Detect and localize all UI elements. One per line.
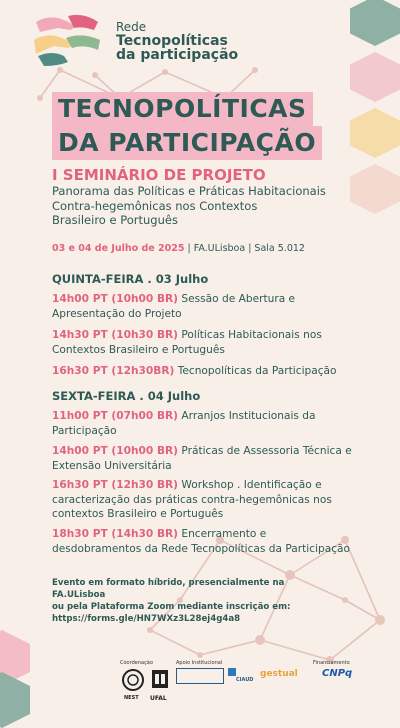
schedule-item <box>52 444 357 473</box>
main-title-line-1: TECNOPOLÍTICAS <box>52 92 313 126</box>
item-text: Encerramento e desdobramentos da Rede Tecnopolíticas da Participação <box>52 528 351 555</box>
brand-line-2: Tecnopolíticas <box>116 33 228 49</box>
item-time: 18h30 PT (14h30 BR) <box>52 528 179 540</box>
subtitle-line-3: Brasileiro e Português <box>52 213 178 227</box>
item-time: 14h30 PT (10h30 BR) <box>52 329 179 341</box>
hands-logo-icon <box>28 10 108 70</box>
item-time: 16h30 PT (12h30BR) <box>52 365 175 377</box>
day-2-heading: SEXTA-FEIRA . 04 Julho <box>52 389 201 403</box>
seminar-title: I SEMINÁRIO DE PROJETO <box>52 166 266 184</box>
item-time: 11h00 PT (07h00 BR) <box>52 410 179 422</box>
faculdade-logo <box>176 668 224 684</box>
label-coordenacao: Coordenação <box>120 660 153 666</box>
ufal-logo <box>150 668 170 694</box>
subtitle-line-2: Contra-hegemônicas nos Contextos <box>52 198 258 213</box>
schedule-item <box>52 292 357 321</box>
item-text: Práticas de Assessoria Técnica e Extensão Universitária <box>52 445 352 472</box>
item-text: Sessão de Abertura e Apresentação do Projeto <box>52 293 296 320</box>
ciaud-label: CIAUD <box>236 677 254 683</box>
item-text: Workshop . Identificação e caracterização das práticas contra-hegemônicas nos contextos Brasileiro e Português <box>52 479 332 520</box>
main-title-line-2: DA PARTICIPAÇÃO <box>52 126 322 160</box>
day-1-heading: QUINTA-FEIRA . 03 Julho <box>52 272 209 286</box>
brand-line-3: da participação <box>116 47 239 63</box>
registration-note <box>52 577 312 625</box>
item-text: Tecnopolíticas da Participação <box>174 365 337 377</box>
item-time: 14h00 PT (10h00 BR) <box>52 293 179 305</box>
note-line-2: ou pela Plataforma Zoom mediante inscrição em: <box>52 602 291 612</box>
item-time: 16h30 PT (12h30 BR) <box>52 479 179 491</box>
item-text: Políticas Habitacionais nos Contextos Brasileiro e Português <box>52 329 322 356</box>
label-apoio: Apoio Institucional <box>176 660 223 666</box>
gestual-logo: gestual <box>260 669 298 679</box>
seminar-subtitle <box>52 184 352 228</box>
schedule-item <box>52 527 357 556</box>
schedule-item <box>52 409 357 438</box>
note-line-1: Evento em formato híbrido, presencialmente na FA.ULisboa <box>52 578 285 600</box>
event-location: | FA.ULisboa | Sala 5.012 <box>184 243 305 254</box>
schedule-item <box>52 328 357 357</box>
cnpq-logo: CNPq <box>322 668 353 679</box>
event-dateline <box>52 243 305 254</box>
nest-label: NEST <box>124 695 139 701</box>
subtitle-line-1: Panorama das Políticas e Práticas Habitacionais <box>52 184 326 198</box>
brand-name <box>116 20 238 62</box>
registration-link[interactable]: https://forms.gle/HN7WXz3L28ej4g4a8 <box>52 614 241 624</box>
event-date: 03 e 04 de Julho de 2025 <box>52 243 185 254</box>
label-financiamento: Financiamento <box>313 660 350 666</box>
schedule-item <box>52 478 357 522</box>
brand-line-1: Rede <box>116 20 147 34</box>
ufal-label: UFAL <box>150 695 167 702</box>
schedule-item <box>52 364 357 379</box>
item-text: Arranjos Institucionais da Participação <box>52 410 316 437</box>
item-time: 14h00 PT (10h00 BR) <box>52 445 179 457</box>
nest-logo <box>120 668 146 698</box>
